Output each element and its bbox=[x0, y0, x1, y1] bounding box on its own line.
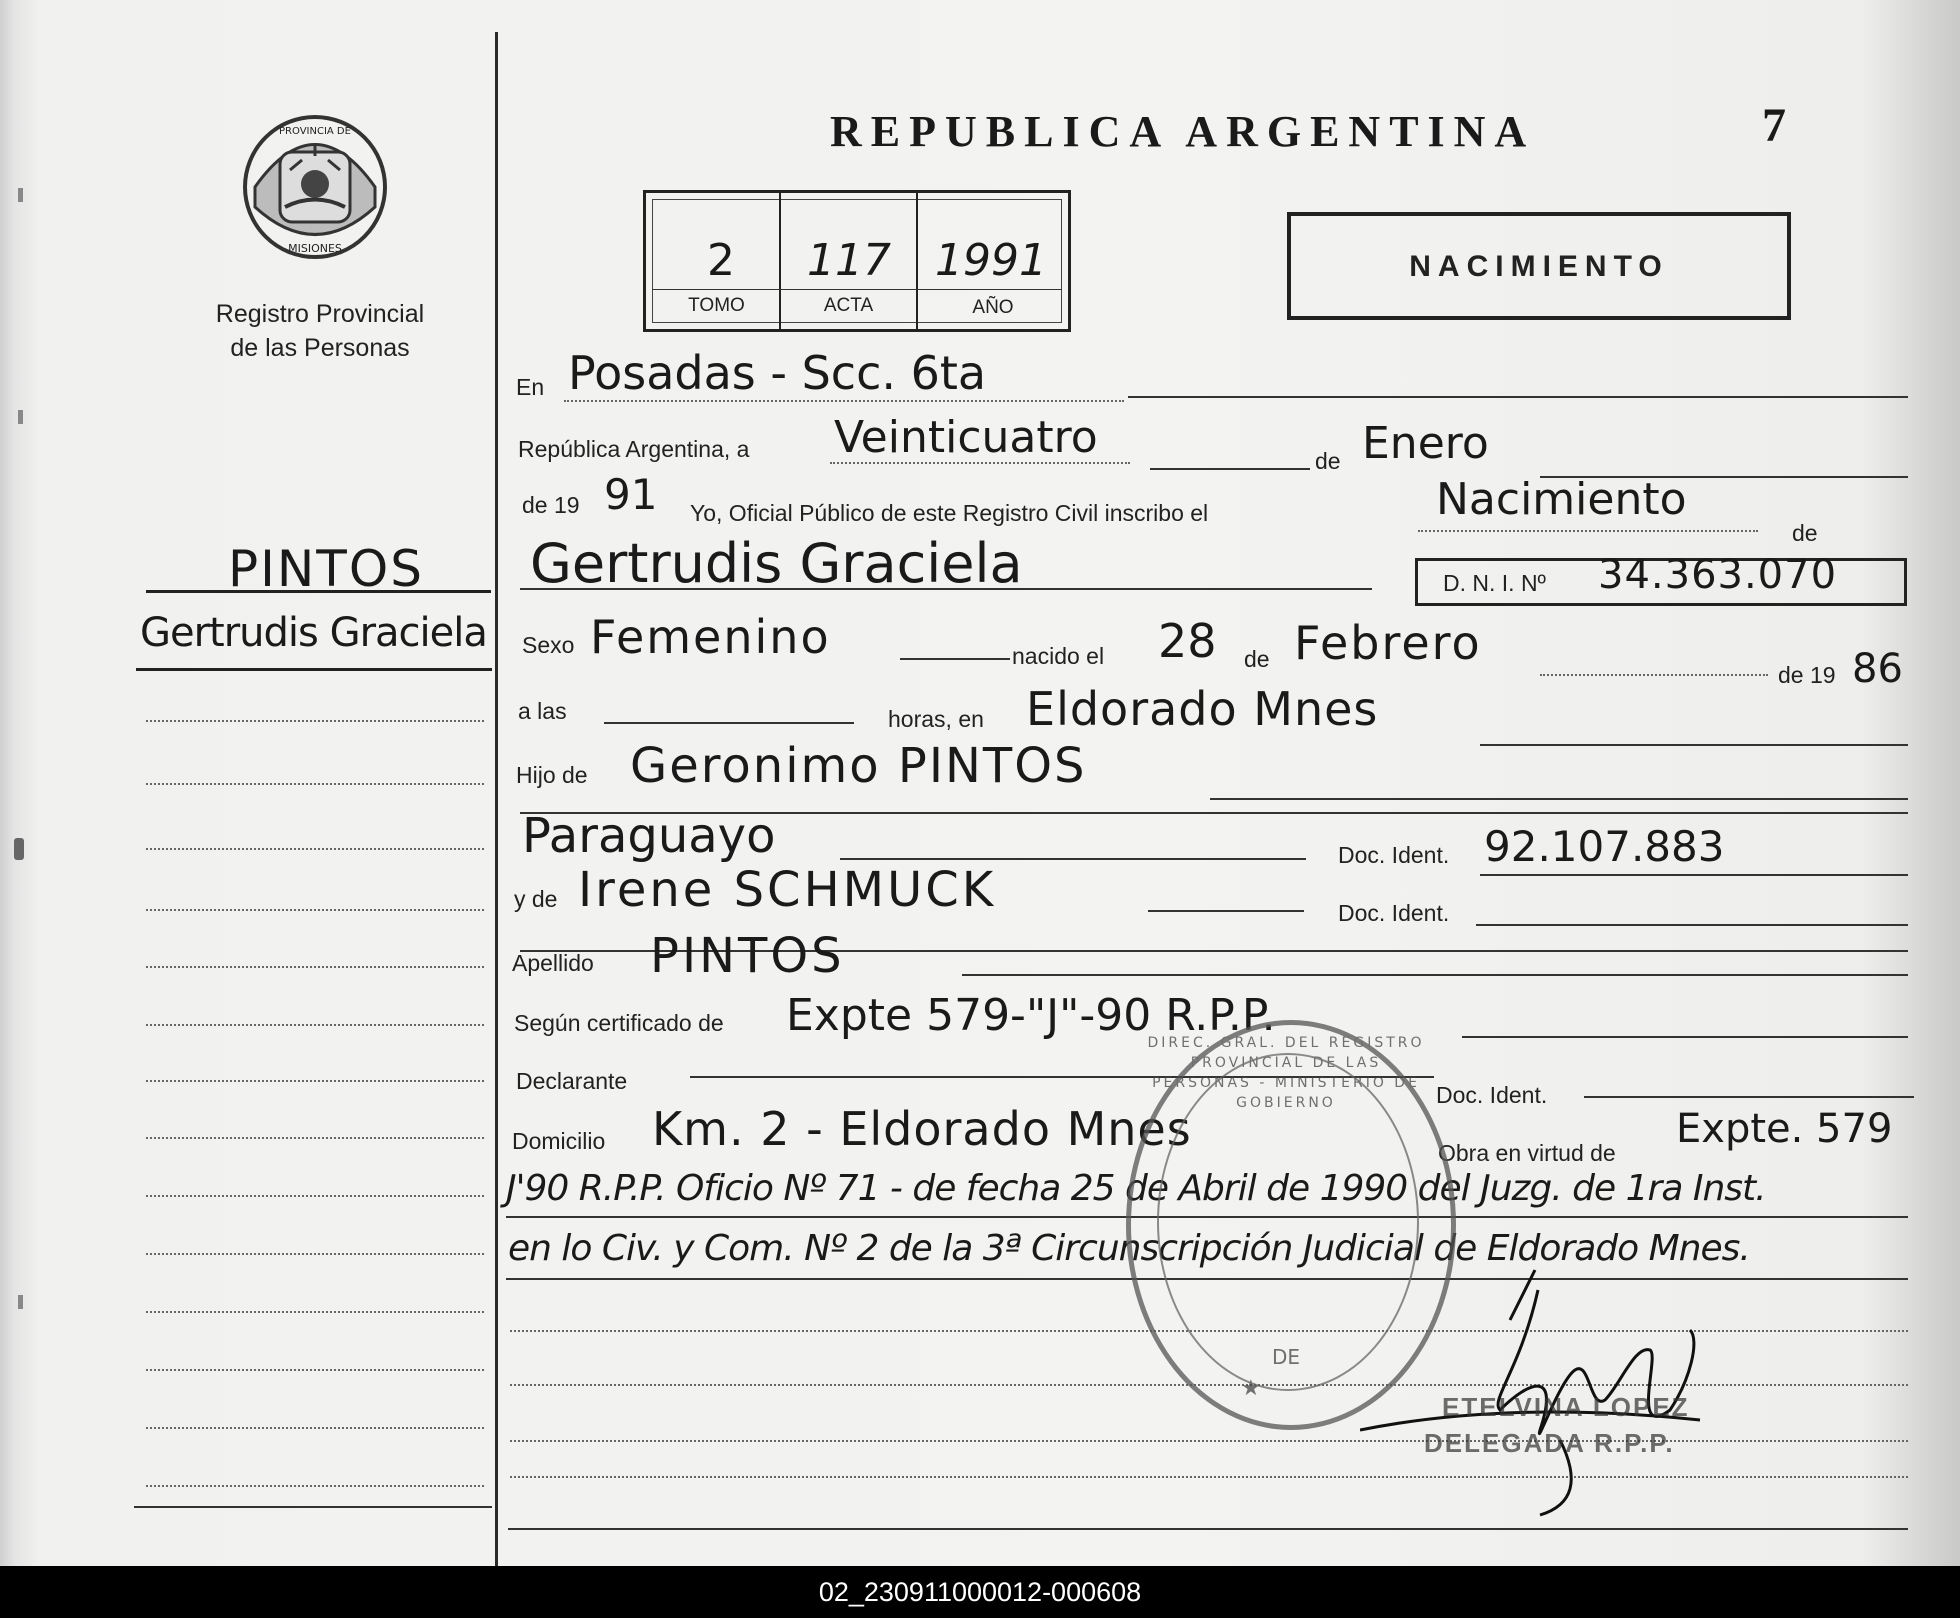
registry-name-line2: de las Personas bbox=[230, 334, 410, 362]
declarante-doc-line bbox=[1584, 1096, 1914, 1098]
mother-name-value: Irene SCHMUCK bbox=[578, 862, 997, 918]
republica-label: República Argentina, a bbox=[518, 436, 750, 462]
margin-line bbox=[146, 1195, 484, 1197]
signatory-title-stamp: DELEGADA R.P.P. bbox=[1424, 1428, 1675, 1458]
margin-given-names-underline bbox=[136, 668, 492, 671]
record-type-label: NACIMIENTO bbox=[1409, 250, 1669, 283]
mother-doc-line bbox=[1476, 924, 1908, 926]
birth-month-value: Febrero bbox=[1294, 616, 1482, 670]
en-label: En bbox=[516, 374, 545, 400]
margin-line bbox=[146, 1369, 484, 1371]
document-id-footer: 02_230911000012-000608 bbox=[0, 1566, 1960, 1618]
month-de-label: de bbox=[1315, 448, 1341, 474]
birth-month-line bbox=[1540, 674, 1768, 676]
domicilio-value: Km. 2 - Eldorado Mnes bbox=[652, 1102, 1192, 1156]
day-line bbox=[830, 462, 1130, 464]
event-line bbox=[1418, 530, 1758, 532]
apellido-value: PINTOS bbox=[650, 928, 845, 984]
sexo-line bbox=[900, 658, 1010, 660]
dni-value: 34.363.070 bbox=[1598, 552, 1838, 598]
margin-line bbox=[146, 1311, 484, 1313]
child-name-line bbox=[520, 588, 1372, 590]
margin-line bbox=[146, 720, 484, 722]
svg-text:PROVINCIA DE: PROVINCIA DE bbox=[279, 126, 351, 137]
child-name-value: Gertrudis Graciela bbox=[530, 532, 1023, 595]
event-value: Nacimiento bbox=[1436, 474, 1687, 525]
anio-label: AÑO bbox=[972, 297, 1014, 318]
domicilio-label: Domicilio bbox=[512, 1128, 606, 1154]
record-box-label-rule bbox=[652, 289, 1062, 290]
year-value: 91 bbox=[604, 470, 658, 519]
year-prefix-label: de 19 bbox=[522, 492, 580, 518]
apellido-label: Apellido bbox=[512, 950, 594, 976]
alas-line bbox=[604, 722, 854, 724]
seal-star-icon: ★ bbox=[1241, 1375, 1261, 1400]
margin-line bbox=[146, 1427, 484, 1429]
obra-label: Obra en virtud de bbox=[1438, 1140, 1616, 1166]
father-doc-line bbox=[1480, 874, 1908, 876]
mother-doc-label: Doc. Ident. bbox=[1338, 900, 1450, 926]
province-coat-of-arms-logo bbox=[240, 112, 390, 262]
father-nationality-value: Paraguayo bbox=[522, 808, 776, 864]
column-divider bbox=[495, 32, 498, 1566]
official-signature bbox=[1360, 1260, 1740, 1520]
en-value: Posadas - Scc. 6ta bbox=[568, 346, 987, 400]
segun-label: Según certificado de bbox=[514, 1010, 724, 1036]
country-heading: REPUBLICA ARGENTINA bbox=[830, 107, 1536, 156]
father-doc-value: 92.107.883 bbox=[1484, 822, 1725, 871]
birth-day-value: 28 bbox=[1158, 614, 1217, 668]
en-line-long bbox=[1128, 396, 1908, 398]
note-line-2: en lo Civ. y Com. Nº 2 de la 3ª Circunscripción Judicial de Eldorado Mnes. bbox=[508, 1228, 1750, 1269]
margin-line bbox=[146, 1485, 484, 1487]
acta-label: ACTA bbox=[823, 295, 874, 316]
margin-surname: PINTOS bbox=[228, 540, 424, 598]
father-name-line bbox=[1210, 798, 1908, 800]
birth-year-label: de 19 bbox=[1778, 662, 1836, 688]
place-line bbox=[1480, 744, 1908, 746]
mother-yde-label: y de bbox=[514, 886, 558, 912]
sexo-label: Sexo bbox=[522, 632, 575, 658]
en-line bbox=[564, 400, 1124, 402]
father-doc-label: Doc. Ident. bbox=[1338, 842, 1450, 868]
nacido-label: nacido el bbox=[1012, 643, 1105, 669]
seal-center-text: DE bbox=[1271, 1345, 1301, 1369]
declarante-doc-label: Doc. Ident. bbox=[1436, 1082, 1548, 1108]
binding-hole bbox=[14, 838, 24, 860]
anio-value: 1991 bbox=[935, 235, 1047, 286]
tomo-value: 2 bbox=[707, 235, 735, 286]
segun-value: Expte 579-"J"-90 R.P.P. bbox=[786, 990, 1276, 1041]
margin-line bbox=[146, 1024, 484, 1026]
seal-ring-text: DIREC. GRAL. DEL REGISTRO PROVINCIAL DE LAS PERSONAS - MINISTERIO DE GOBIERNO bbox=[1147, 1035, 1425, 1111]
binding-hole bbox=[18, 188, 23, 202]
margin-line bbox=[146, 848, 484, 850]
place-value: Eldorado Mnes bbox=[1026, 682, 1379, 736]
margin-line bbox=[146, 1137, 484, 1139]
day-line-solid bbox=[1150, 468, 1310, 470]
binding-hole bbox=[18, 1295, 23, 1309]
nationality-line bbox=[840, 858, 1306, 860]
mother-name-line bbox=[1148, 910, 1304, 912]
margin-bottom-rule bbox=[134, 1506, 492, 1508]
signatory-name-stamp: ETELVINA LOPEZ bbox=[1442, 1392, 1690, 1422]
acta-value: 117 bbox=[807, 235, 891, 286]
page-number: 7 bbox=[1762, 99, 1786, 152]
apellido-line bbox=[962, 974, 1908, 976]
alas-label: a las bbox=[518, 698, 567, 724]
note-line-1: J'90 R.P.P. Oficio Nº 71 - de fecha 25 de Abril de 1990 del Juzg. de 1ra Inst. bbox=[506, 1168, 1766, 1209]
birth-month-de-label: de bbox=[1244, 646, 1270, 672]
father-name-value: Geronimo PINTOS bbox=[630, 738, 1087, 794]
sexo-value: Femenino bbox=[590, 610, 831, 664]
obra-value: Expte. 579 bbox=[1676, 1106, 1893, 1152]
event-de-label: de bbox=[1792, 520, 1818, 546]
binding-hole bbox=[18, 410, 23, 424]
margin-line bbox=[146, 1253, 484, 1255]
segun-line bbox=[1462, 1036, 1908, 1038]
dni-label: D. N. I. Nº bbox=[1443, 570, 1546, 596]
day-value: Veinticuatro bbox=[834, 412, 1098, 463]
declarante-label: Declarante bbox=[516, 1068, 628, 1094]
form-bottom-rule bbox=[508, 1528, 1908, 1530]
svg-text:MISIONES: MISIONES bbox=[288, 242, 342, 255]
margin-given-names: Gertrudis Graciela bbox=[140, 610, 487, 656]
margin-line bbox=[146, 783, 484, 785]
yo-label: Yo, Oficial Público de este Registro Civil inscribo el bbox=[690, 500, 1209, 526]
horas-label: horas, en bbox=[888, 706, 984, 732]
margin-line bbox=[146, 966, 484, 968]
hijo-label: Hijo de bbox=[516, 762, 588, 788]
margin-surname-underline bbox=[146, 590, 491, 593]
margin-line bbox=[146, 1080, 484, 1082]
margin-line bbox=[146, 909, 484, 911]
month-value: Enero bbox=[1362, 418, 1489, 469]
registry-name-line1: Registro Provincial bbox=[215, 300, 425, 328]
birth-year-value: 86 bbox=[1852, 646, 1903, 692]
tomo-label: TOMO bbox=[688, 295, 745, 316]
record-number-box bbox=[643, 190, 1071, 332]
